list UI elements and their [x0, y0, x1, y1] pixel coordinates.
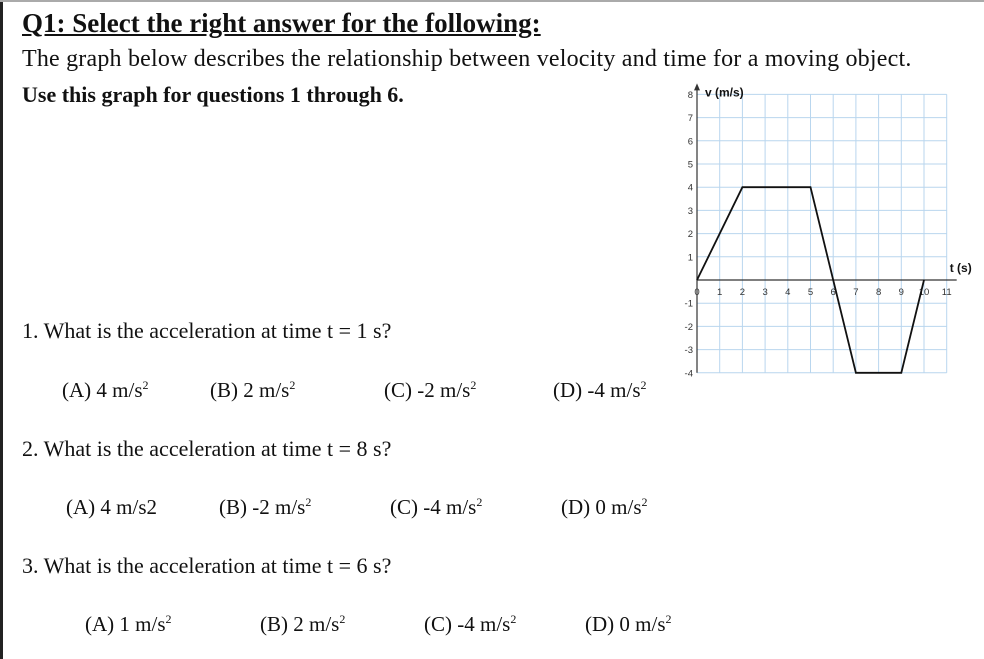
y-tick-label: 7 [687, 113, 693, 125]
q3-option-b[interactable]: (B) 2 $m/s^2$ [260, 612, 346, 636]
y-tick-label: -3 [684, 345, 693, 357]
x-tick-label: 3 [762, 287, 768, 298]
q1-option-d[interactable]: (D) -4 $m/s^2$ [553, 378, 647, 402]
y-tick-label: 4 [687, 182, 693, 194]
x-tick-label: 8 [875, 287, 882, 298]
x-tick-label: 7 [853, 287, 859, 298]
q1-option-c[interactable]: (C) -2 $m/s^2$ [384, 378, 477, 402]
question-2: 2. What is the acceleration at time t = 8 s? [22, 436, 392, 461]
x-tick-label: 9 [898, 287, 904, 298]
q1-option-a[interactable]: (A) 4 $m/s^2$ [62, 378, 149, 402]
q3-option-c[interactable]: (C) -4 $m/s^2$ [424, 612, 517, 636]
q3-option-a[interactable]: (A) 1 $m/s^2$ [85, 612, 172, 636]
x-tick-label: 1 [717, 287, 723, 298]
question-heading: Q1: Select the right answer for the following: [22, 8, 541, 38]
question-3: 3. What is the acceleration at time t = 6 s? [22, 553, 392, 578]
q3-option-d[interactable]: (D) 0 $m/s^2$ [585, 612, 672, 636]
q2-option-c[interactable]: (C) -4 $m/s^2$ [390, 495, 483, 519]
x-tick-label: 4 [785, 287, 791, 298]
x-tick-label: 11 [941, 287, 952, 298]
y-tick-label: 3 [687, 205, 693, 217]
q2-option-a[interactable]: (A) 4 m/s2 [66, 495, 157, 519]
q2-option-d[interactable]: (D) 0 $m/s^2$ [561, 495, 648, 519]
intro-text: The graph below describes the relationship between velocity and time for a moving object. [22, 46, 912, 72]
q2-option-b[interactable]: (B) -2 $m/s^2$ [219, 495, 312, 519]
x-tick-label: 2 [739, 287, 746, 298]
y-tick-label: -4 [684, 368, 693, 380]
y-axis-arrow [694, 83, 700, 90]
x-axis-label: t (s) [949, 261, 972, 275]
y-tick-label: 1 [687, 252, 693, 264]
x-tick-label: 5 [807, 287, 814, 298]
y-tick-label: 2 [687, 229, 693, 241]
y-tick-label: 8 [687, 89, 693, 101]
y-axis-label: v (m/s) [705, 85, 744, 100]
x-tick-label: 6 [830, 287, 836, 298]
intro-instruction: Use this graph for questions 1 through 6. [22, 82, 404, 107]
x-tick-label: 0 [694, 287, 700, 298]
y-tick-label: -2 [684, 321, 693, 333]
y-tick-label: 6 [687, 136, 693, 148]
q1-option-b[interactable]: (B) 2 $m/s^2$ [210, 378, 296, 402]
y-tick-label: -1 [684, 298, 693, 310]
question-1: 1. What is the acceleration at time t = 1 s? [22, 318, 392, 343]
y-tick-label: 5 [687, 159, 693, 171]
x-tick-label: 10 [918, 287, 930, 298]
